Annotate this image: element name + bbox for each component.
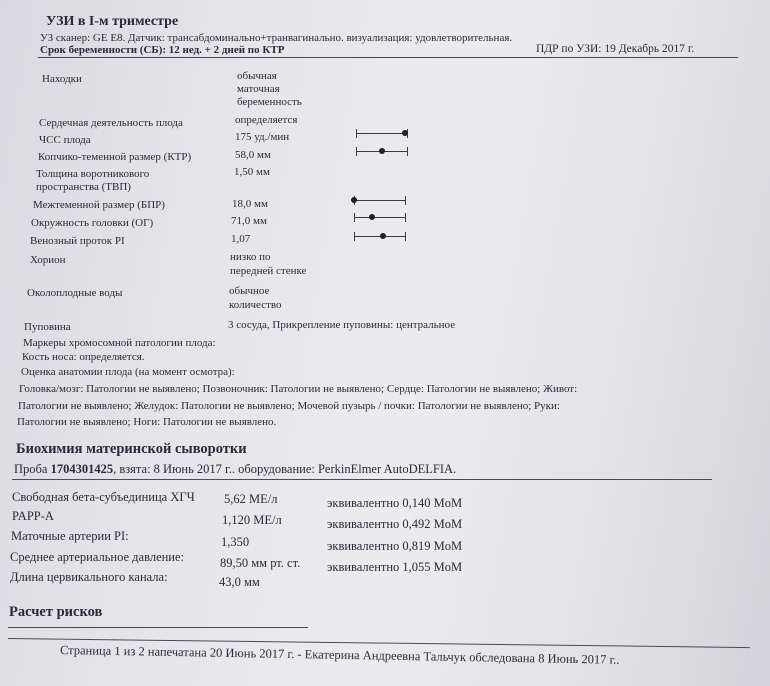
pappa-value: 1,120 МЕ/л xyxy=(222,513,282,527)
nt-label-1: Толщина воротникового xyxy=(36,168,150,180)
pappa-label: PAPP-A xyxy=(12,509,54,523)
hc-gauge-marker xyxy=(369,214,375,220)
anatomy-line-1: Головка/мозг: Патологии не выявлено; Позвоночник: Патологии не выявлено; Сердце: Патологии не выявлено; Живот: xyxy=(19,383,578,395)
bpd-gauge xyxy=(354,196,406,205)
cord-value: 3 сосуда, Прикрепление пуповины: центральное xyxy=(228,319,456,331)
cervical-label: Длина цервикального канала: xyxy=(10,570,168,584)
amniotic-label: Околоплодные воды xyxy=(27,287,123,299)
chorion-value-2: передней стенке xyxy=(230,265,307,277)
fhr-gauge xyxy=(356,129,408,138)
map-value: 89,50 мм рт. ст. xyxy=(220,556,301,570)
ductus-gauge xyxy=(354,232,406,241)
map-label: Среднее артериальное давление: xyxy=(10,550,185,564)
sample-id: 1704301425 xyxy=(50,462,114,476)
bpd-gauge-marker xyxy=(351,197,357,203)
heart-activity-label: Сердечная деятельность плода xyxy=(39,117,183,129)
anatomy-line-2: Патологии не выявлено; Желудок: Патологии не выявлено; Мочевой пузырь / почки: Патологии не выявлено; Руки: xyxy=(18,400,560,412)
biochem-divider xyxy=(12,479,712,480)
crl-gauge-marker xyxy=(379,148,385,154)
uterine-pi-value: 1,350 xyxy=(221,535,250,549)
cord-label: Пуповина xyxy=(24,321,71,333)
anatomy-line-3: Патологии не выявлено; Ноги: Патологии не выявлено. xyxy=(17,416,277,428)
fhr-label: ЧСС плода xyxy=(39,134,91,146)
due-date: ПДР по УЗИ: 19 Декабрь 2017 г. xyxy=(536,43,695,55)
ductus-gauge-marker xyxy=(380,233,386,239)
anatomy-heading: Оценка анатомии плода (на момент осмотра): xyxy=(21,366,235,378)
findings-value-2: маточная xyxy=(237,83,280,95)
hcg-mom: эквивалентно 0,140 MoM xyxy=(327,496,463,510)
amniotic-value-2: количество xyxy=(229,299,282,311)
ductus-label: Венозный проток PI xyxy=(30,235,125,247)
footer-text: Страница 1 из 2 напечатана 20 Июнь 2017 г. - Екатерина Андреевна Тальчук обследована 8 Июнь 2017 г.. xyxy=(59,643,620,667)
bpd-label: Межтеменной размер (БПР) xyxy=(33,199,165,211)
hc-label: Окружность головки (ОГ) xyxy=(31,217,154,229)
hc-gauge xyxy=(354,213,406,222)
hcg-label: Свободная бета-субъединица ХГЧ xyxy=(12,490,195,504)
crl-value: 58,0 мм xyxy=(235,149,271,161)
markers-heading: Маркеры хромосомной патологии плода: xyxy=(23,337,216,349)
header-divider xyxy=(38,57,738,58)
pappa-mom: эквивалентно 0,492 MoM xyxy=(327,517,463,531)
sample-prefix: Проба xyxy=(14,462,51,476)
uterine-pi-label: Маточные артерии PI: xyxy=(11,529,129,543)
hc-value: 71,0 мм xyxy=(231,215,267,227)
risk-divider xyxy=(8,627,308,628)
crl-gauge xyxy=(356,147,408,156)
chorion-value-1: низко по xyxy=(230,251,271,263)
gestational-term: Срок беременности (СБ): 12 нед. + 2 дней по КТР xyxy=(40,44,285,56)
bpd-value: 18,0 мм xyxy=(232,198,268,210)
heart-activity-value: определяется xyxy=(235,114,298,126)
amniotic-value-1: обычное xyxy=(229,285,270,297)
uterine-pi-mom: эквивалентно 0,819 MoM xyxy=(327,539,463,553)
findings-value-3: беременность xyxy=(237,96,302,108)
fhr-value: 175 уд./мин xyxy=(235,131,290,143)
nt-label-2: пространства (ТВП) xyxy=(36,181,131,193)
findings-label: Находки xyxy=(42,73,82,85)
biochem-heading: Биохимия материнской сыворотки xyxy=(16,441,247,457)
biochem-sample-line xyxy=(14,462,456,477)
chorion-label: Хорион xyxy=(30,254,66,266)
scanner-line: УЗ сканер: GE E8. Датчик: трансабдоминально+транвагинально. визуализация: удовлетворительная. xyxy=(40,32,513,44)
hcg-value: 5,62 МЕ/л xyxy=(224,492,278,506)
nt-value: 1,50 мм xyxy=(234,166,270,178)
ductus-value: 1,07 xyxy=(231,233,251,245)
risk-heading: Расчет рисков xyxy=(9,604,103,620)
map-mom: эквивалентно 1,055 MoM xyxy=(327,560,463,574)
cervical-value: 43,0 мм xyxy=(219,575,260,589)
report-title: УЗИ в I-м триместре xyxy=(46,14,179,29)
crl-label: Копчико-теменной размер (КТР) xyxy=(38,151,192,163)
sample-details: , взята: 8 Июнь 2017 г.. оборудование: PerkinElmer AutoDELFIA. xyxy=(113,462,457,476)
findings-value-1: обычная xyxy=(237,70,277,82)
nasal-bone: Кость носа: определяется. xyxy=(22,351,145,363)
